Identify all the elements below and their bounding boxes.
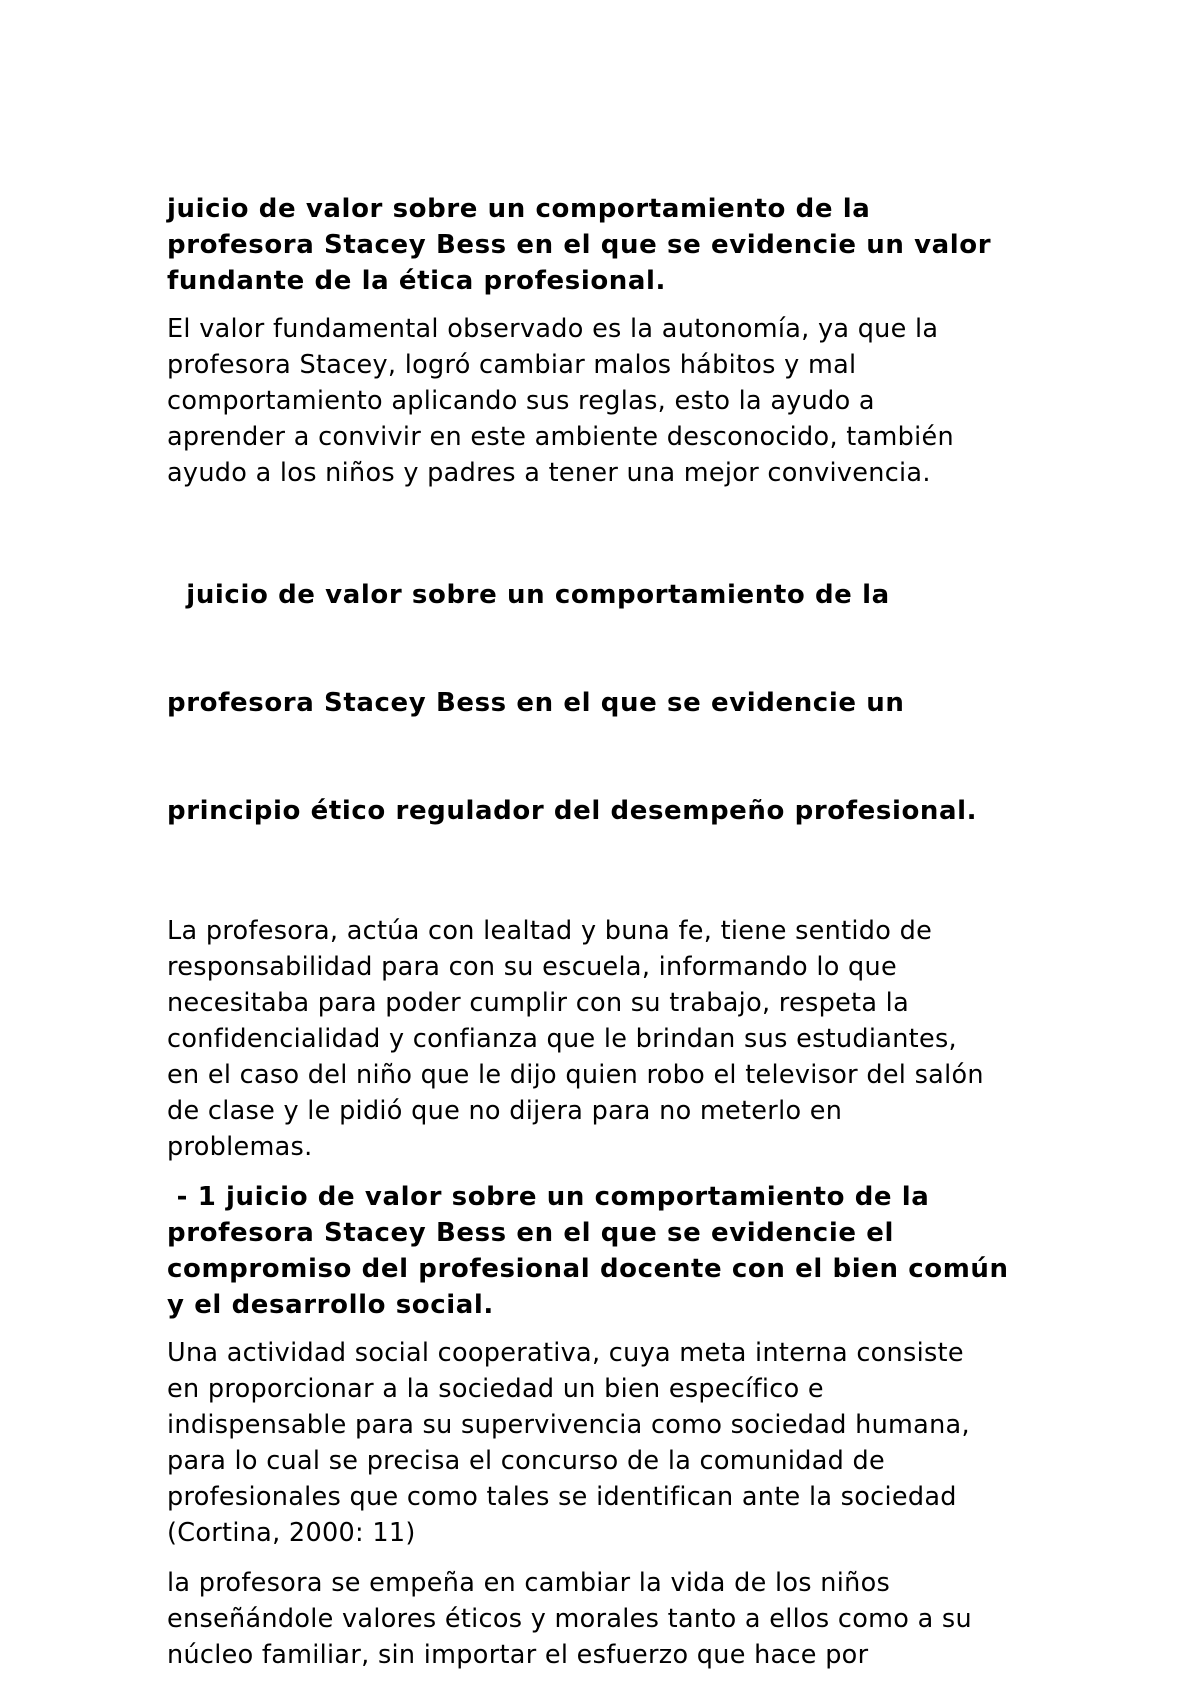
paragraph-line: profesionales que como tales se identifican ante la sociedad [167, 1482, 957, 1512]
heading-line: principio ético regulador del desempeño profesional. [167, 796, 978, 826]
heading-line: juicio de valor sobre un comportamiento de la [167, 194, 871, 224]
document-body [167, 191, 1047, 1687]
paragraph-line: indispensable para su supervivencia como sociedad humana, [167, 1410, 970, 1440]
paragraph-line: profesora Stacey, logró cambiar malos hábitos y mal [167, 350, 857, 380]
heading-line: - 1 juicio de valor sobre un comportamiento de la [167, 1182, 930, 1212]
paragraph-line: de clase y le pidió que no dijera para no meterlo en [167, 1096, 843, 1126]
heading-line: profesora Stacey Bess en el que se evidencie un [167, 688, 905, 718]
paragraph-line: confidencialidad y confianza que le brindan sus estudiantes, [167, 1024, 957, 1054]
body-paragraph [167, 913, 1047, 1165]
paragraph-line: El valor fundamental observado es la autonomía, ya que la [167, 314, 939, 344]
section-heading [167, 191, 1047, 299]
paragraph-line: (Cortina, 2000: 11) [167, 1518, 416, 1548]
section-heading [167, 1179, 1047, 1323]
heading-line: compromiso del profesional docente con el bien común [167, 1254, 1009, 1284]
section-principio-etico [167, 505, 1047, 1165]
paragraph-line: para lo cual se precisa el concurso de la comunidad de [167, 1446, 885, 1476]
paragraph-line: en el caso del niño que le dijo quien robo el televisor del salón [167, 1060, 984, 1090]
paragraph-line: núcleo familiar, sin importar el esfuerzo que hace por [167, 1640, 869, 1670]
section-valor-fundante [167, 191, 1047, 491]
paragraph-line: la profesora se empeña en cambiar la vida de los niños [167, 1568, 891, 1598]
paragraph-line: problemas. [167, 1132, 313, 1162]
heading-line: profesora Stacey Bess en el que se evidencie un valor [167, 230, 992, 260]
body-paragraph [167, 311, 1047, 491]
paragraph-line: ayudo a los niños y padres a tener una mejor convivencia. [167, 458, 931, 488]
paragraph-line: en proporcionar a la sociedad un bien específico e [167, 1374, 824, 1404]
body-paragraph [167, 1565, 1047, 1673]
paragraph-line: responsabilidad para con su escuela, informando lo que [167, 952, 897, 982]
heading-line: juicio de valor sobre un comportamiento de la [167, 580, 890, 610]
paragraph-line: Una actividad social cooperativa, cuya meta interna consiste [167, 1338, 964, 1368]
heading-line: fundante de la ética profesional. [167, 266, 667, 296]
paragraph-line: necesitaba para poder cumplir con su trabajo, respeta la [167, 988, 909, 1018]
section-heading [167, 505, 1047, 901]
paragraph-line: comportamiento aplicando sus reglas, esto la ayudo a [167, 386, 875, 416]
heading-line: profesora Stacey Bess en el que se evidencie el [167, 1218, 894, 1248]
paragraph-line: enseñándole valores éticos y morales tanto a ellos como a su [167, 1604, 972, 1634]
paragraph-line: aprender a convivir en este ambiente desconocido, también [167, 422, 954, 452]
heading-line: y el desarrollo social. [167, 1290, 494, 1320]
paragraph-line: La profesora, actúa con lealtad y buna fe, tiene sentido de [167, 916, 933, 946]
section-compromiso-bien-comun [167, 1179, 1047, 1673]
body-paragraph [167, 1335, 1047, 1551]
